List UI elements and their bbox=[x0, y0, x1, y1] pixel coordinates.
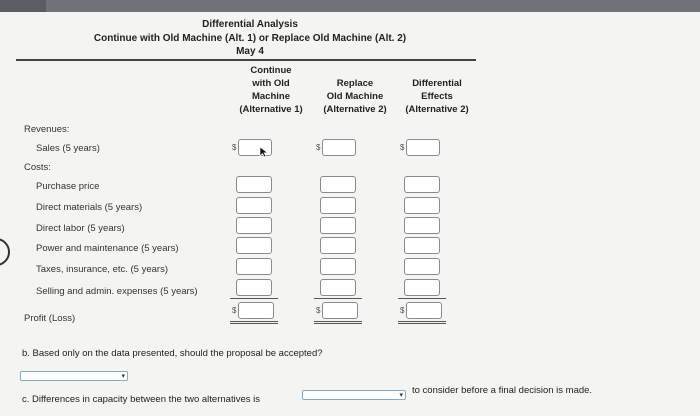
purchase-price-diff-input[interactable] bbox=[404, 176, 440, 193]
selling-admin-alt1-input[interactable] bbox=[236, 279, 272, 296]
sales-alt2-input[interactable] bbox=[322, 139, 356, 156]
taxes-insurance-alt1-input[interactable] bbox=[236, 258, 272, 275]
col3-line1 bbox=[394, 64, 480, 77]
profit-alt1-dollar: $ bbox=[232, 306, 237, 315]
question-c-suffix: to consider before a final decision is made. bbox=[412, 385, 593, 396]
column-header-alt1 bbox=[228, 64, 314, 116]
question-b: b. Based only on the data presented, should the proposal be accepted? bbox=[22, 348, 323, 359]
question-b-dropdown[interactable] bbox=[20, 371, 128, 381]
total-rule-alt2 bbox=[314, 321, 362, 324]
direct-labor-label: Direct labor (5 years) bbox=[36, 223, 125, 234]
col2-line3: Old Machine bbox=[326, 91, 384, 102]
question-c-dropdown[interactable] bbox=[302, 390, 406, 400]
revenues-label: Revenues: bbox=[24, 124, 70, 135]
header-rule bbox=[16, 59, 476, 61]
direct-materials-alt1-input[interactable] bbox=[236, 197, 272, 214]
taxes-insurance-alt2-input[interactable] bbox=[320, 258, 356, 275]
caret-down-icon: ▾ bbox=[399, 392, 403, 399]
total-rule-alt1 bbox=[230, 321, 278, 324]
costs-label: Costs: bbox=[24, 162, 51, 173]
direct-materials-label: Direct materials (5 years) bbox=[36, 202, 143, 213]
top-bar bbox=[0, 0, 700, 12]
direct-labor-alt1-input[interactable] bbox=[236, 217, 272, 234]
power-maintenance-label: Power and maintenance (5 years) bbox=[36, 243, 179, 254]
col3-line2: Differential bbox=[412, 78, 462, 89]
profit-diff-input[interactable] bbox=[406, 302, 442, 319]
selling-admin-label: Selling and admin. expenses (5 years) bbox=[36, 286, 198, 297]
sales-alt1-dollar: $ bbox=[232, 143, 237, 152]
column-header-differential bbox=[394, 64, 480, 116]
profit-alt1-input[interactable] bbox=[238, 302, 274, 319]
report-subtitle: Continue with Old Machine (Alt. 1) or Replace Old Machine (Alt. 2) bbox=[93, 33, 407, 44]
question-c-prefix: c. Differences in capacity between the two alternatives is bbox=[22, 394, 260, 405]
power-maintenance-alt1-input[interactable] bbox=[236, 237, 272, 254]
col1-line4: (Alternative 1) bbox=[239, 104, 303, 115]
subtotal-rule-alt1 bbox=[230, 298, 278, 299]
col2-line2: Replace bbox=[336, 78, 374, 89]
col3-line3: Effects bbox=[421, 91, 453, 102]
power-maintenance-diff-input[interactable] bbox=[404, 237, 440, 254]
sales-alt2-dollar: $ bbox=[316, 143, 321, 152]
sales-diff-input[interactable] bbox=[406, 139, 440, 156]
col1-line2: with Old bbox=[252, 78, 290, 89]
direct-materials-diff-input[interactable] bbox=[404, 197, 440, 214]
total-rule-diff bbox=[398, 321, 446, 324]
taxes-insurance-diff-input[interactable] bbox=[404, 258, 440, 275]
sales-diff-dollar: $ bbox=[400, 143, 405, 152]
subtotal-rule-diff bbox=[398, 298, 446, 299]
selling-admin-diff-input[interactable] bbox=[404, 279, 440, 296]
col3-line4: (Alternative 2) bbox=[405, 104, 469, 115]
purchase-price-label: Purchase price bbox=[36, 181, 100, 192]
power-maintenance-alt2-input[interactable] bbox=[320, 237, 356, 254]
col2-line1 bbox=[312, 64, 398, 77]
purchase-price-alt1-input[interactable] bbox=[236, 176, 272, 193]
col1-line1: Continue bbox=[250, 65, 292, 76]
taxes-insurance-label: Taxes, insurance, etc. (5 years) bbox=[36, 264, 168, 275]
profit-alt2-input[interactable] bbox=[322, 302, 358, 319]
direct-materials-alt2-input[interactable] bbox=[320, 197, 356, 214]
report-title: Differential Analysis bbox=[202, 19, 298, 30]
side-circle bbox=[0, 238, 10, 266]
profit-alt2-dollar: $ bbox=[316, 306, 321, 315]
col2-line4: (Alternative 2) bbox=[323, 104, 387, 115]
subtotal-rule-alt2 bbox=[314, 298, 362, 299]
profit-diff-dollar: $ bbox=[400, 306, 405, 315]
selling-admin-alt2-input[interactable] bbox=[320, 279, 356, 296]
direct-labor-alt2-input[interactable] bbox=[320, 217, 356, 234]
column-header-alt2 bbox=[312, 64, 398, 116]
sales-label: Sales (5 years) bbox=[36, 143, 100, 154]
report-date: May 4 bbox=[236, 46, 264, 57]
top-tab bbox=[0, 0, 46, 12]
purchase-price-alt2-input[interactable] bbox=[320, 176, 356, 193]
col1-line3: Machine bbox=[251, 91, 290, 102]
caret-down-icon: ▾ bbox=[121, 373, 125, 380]
mouse-pointer-icon bbox=[259, 146, 269, 158]
direct-labor-diff-input[interactable] bbox=[404, 217, 440, 234]
profit-loss-label: Profit (Loss) bbox=[24, 313, 76, 324]
